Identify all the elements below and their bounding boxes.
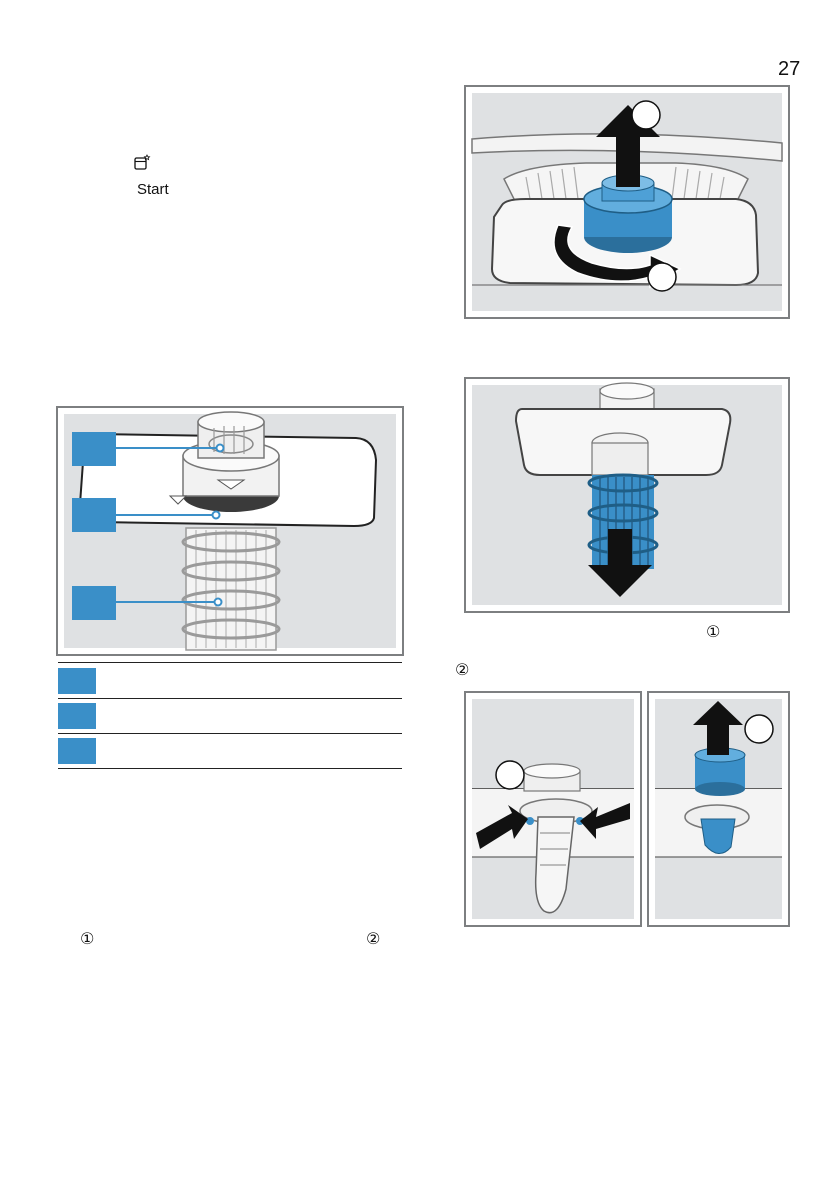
- pull-fine-filter-figure: [464, 377, 790, 613]
- legend-swatch: [58, 703, 96, 729]
- page-number: 27: [778, 58, 801, 80]
- squeeze-latches-figure: [464, 691, 642, 927]
- step-marker-1: ①: [80, 929, 95, 948]
- dishwasher-care-icon: [133, 154, 151, 172]
- step-marker-1: ①: [706, 622, 721, 641]
- step-marker-2: ②: [366, 929, 381, 948]
- fine-filter-cylinder: [183, 528, 279, 650]
- legend-row: [58, 699, 402, 734]
- start-button-label: Start: [137, 181, 169, 198]
- step-marker-2: ②: [455, 660, 470, 679]
- remove-filter-figure: [464, 85, 790, 319]
- pull-up-figure: [647, 691, 790, 927]
- legend-swatch: [58, 668, 96, 694]
- filter-system-figure: [56, 406, 404, 656]
- legend-top-rule: [58, 662, 402, 663]
- legend-row: [58, 664, 402, 699]
- legend-row: [58, 734, 402, 769]
- legend-swatch: [58, 738, 96, 764]
